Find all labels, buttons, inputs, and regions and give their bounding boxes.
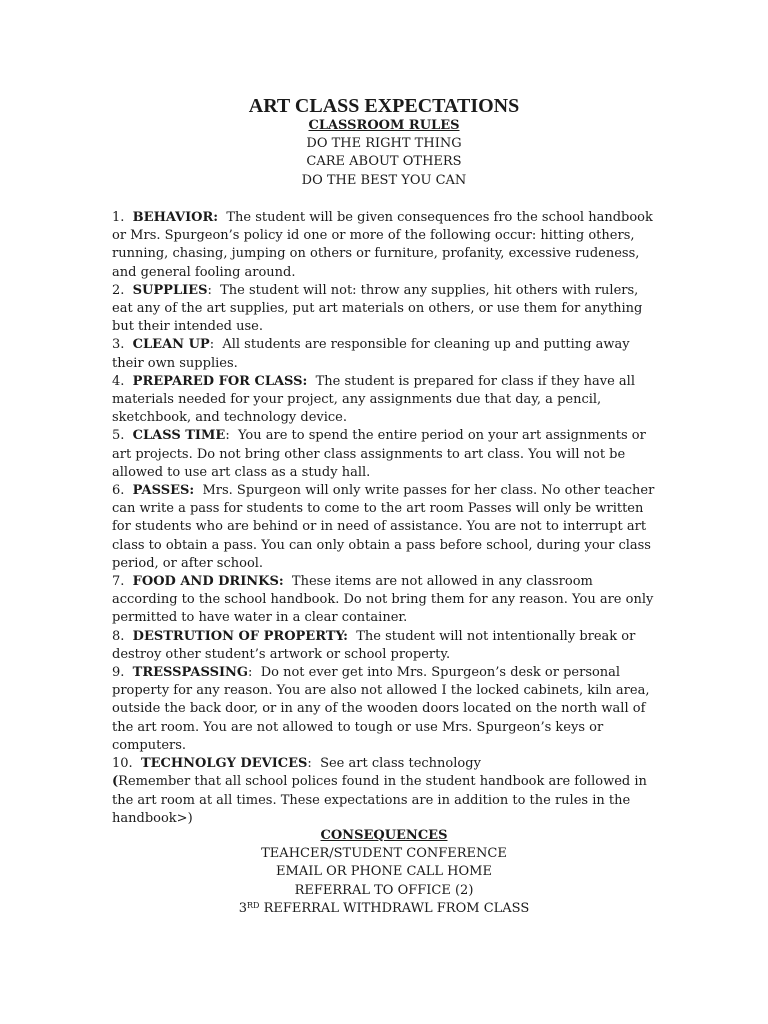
item-separator: : bbox=[225, 428, 230, 444]
item-text: Do not ever get into Mrs. Spurgeon’s desk or personal property for any reason. You are also not allowed I the locked cabinets, kiln area, outside the back door, or in any of the wooden doors located on the north wall of the art room. You are not allowed to tough or use Mrs. Spurgeon’s keys or computers. bbox=[112, 665, 650, 753]
item-number: 2. bbox=[112, 282, 125, 298]
expectation-item bbox=[112, 336, 657, 372]
consequence-prefix: 3 bbox=[238, 900, 247, 916]
expectation-item bbox=[112, 755, 657, 773]
item-separator: : bbox=[307, 756, 312, 772]
consequence-line: TEAHCER/STUDENT CONFERENCE bbox=[261, 846, 507, 862]
item-label: TECHNOLGY DEVICES bbox=[140, 756, 308, 772]
item-number: 1. bbox=[112, 210, 125, 225]
expectation-item bbox=[112, 628, 657, 664]
item-number: 4. bbox=[112, 373, 125, 389]
item-text: These items are not allowed in any classroom according to the school handbook. Do not bring them for any reason. You are only permitted to have water in a clear container. bbox=[112, 574, 654, 626]
rule-line: CARE ABOUT OTHERS bbox=[306, 154, 462, 170]
consequences-heading: CONSEQUENCES bbox=[320, 828, 448, 843]
item-text: The student will be given consequences fro the school handbook or Mrs. Spurgeon’s policy id one or more of the following occur: hitting others, running, chasing, jumping on others or furniture, profanity, excessive rudeness, and general fooling around. bbox=[112, 210, 653, 280]
consequence-superscript: RD bbox=[247, 900, 260, 910]
item-text: The student will not intentionally break or destroy other student’s artwork or school property. bbox=[112, 628, 636, 662]
handbook-note bbox=[112, 773, 657, 828]
consequence-text: REFERRAL WITHDRAWL FROM CLASS bbox=[259, 900, 530, 916]
consequences bbox=[0, 827, 768, 918]
expectation-item bbox=[112, 209, 657, 282]
consequence-line bbox=[0, 900, 768, 918]
note-text: Remember that all school polices found in the student handbook are followed in the art room at all times. These expectations are in addition to the rules in the handbook>) bbox=[112, 774, 647, 826]
item-text: The student will not: throw any supplies, hit others with rulers, eat any of the art supplies, put art materials on others, or use them for anything but their intended use. bbox=[112, 282, 643, 335]
item-label: PASSES: bbox=[132, 483, 195, 499]
item-separator: : bbox=[209, 337, 215, 353]
item-label: DESTRUTION OF PROPERTY: bbox=[132, 628, 348, 644]
item-text: The student is prepared for class if they have all materials needed for your project, any assignments due that day, a pencil, sketchbook, and technology device. bbox=[112, 373, 635, 426]
item-text: See art class technology bbox=[320, 756, 481, 772]
item-number: 7. bbox=[112, 574, 125, 590]
classroom-rules-heading: CLASSROOM RULES bbox=[308, 118, 460, 133]
item-number: 8. bbox=[112, 628, 125, 644]
item-number: 3. bbox=[112, 337, 125, 353]
item-text: All students are responsible for cleaning up and putting away their own supplies. bbox=[112, 337, 630, 371]
expectation-item bbox=[112, 373, 657, 428]
item-separator: : bbox=[207, 282, 212, 298]
item-text: You are to spend the entire period on your art assignments or art projects. Do not bring other class assignments to art class. You will not be allowed to use art class as a study hall. bbox=[112, 428, 646, 480]
item-number: 6. bbox=[112, 483, 125, 499]
item-label: CLASS TIME bbox=[132, 428, 226, 444]
item-number: 9. bbox=[112, 665, 125, 681]
page-title: ART CLASS EXPECTATIONS bbox=[248, 95, 520, 117]
consequence-line: EMAIL OR PHONE CALL HOME bbox=[276, 864, 492, 880]
item-label: CLEAN UP bbox=[132, 337, 210, 353]
item-label: TRESSPASSING bbox=[132, 665, 249, 681]
expectations-list bbox=[112, 209, 657, 828]
rule-line: DO THE RIGHT THING bbox=[306, 136, 462, 152]
classroom-rules bbox=[0, 117, 768, 190]
expectation-item bbox=[112, 427, 657, 482]
item-number: 10. bbox=[112, 756, 133, 772]
expectation-item bbox=[112, 482, 657, 573]
expectation-item bbox=[112, 573, 657, 628]
item-text: Mrs. Spurgeon will only write passes for her class. No other teacher can write a pass for students to come to the art room Passes will only be written for students who are behind or in need of assistance. You are not to interrupt art class to obtain a pass. You can only obtain a pass before school, during your class period, or after school. bbox=[112, 483, 655, 571]
item-label: PREPARED FOR CLASS: bbox=[132, 373, 308, 389]
item-label: BEHAVIOR: bbox=[132, 210, 219, 225]
rule-line: DO THE BEST YOU CAN bbox=[301, 172, 467, 188]
item-number: 5. bbox=[112, 428, 125, 444]
expectation-item bbox=[112, 282, 657, 337]
item-label: FOOD AND DRINKS: bbox=[132, 574, 284, 590]
expectation-item bbox=[112, 664, 657, 755]
item-separator: : bbox=[248, 665, 253, 681]
consequence-line: REFERRAL TO OFFICE (2) bbox=[294, 882, 474, 898]
item-label: SUPPLIES bbox=[132, 282, 208, 298]
note-open-paren: ( bbox=[112, 774, 119, 790]
